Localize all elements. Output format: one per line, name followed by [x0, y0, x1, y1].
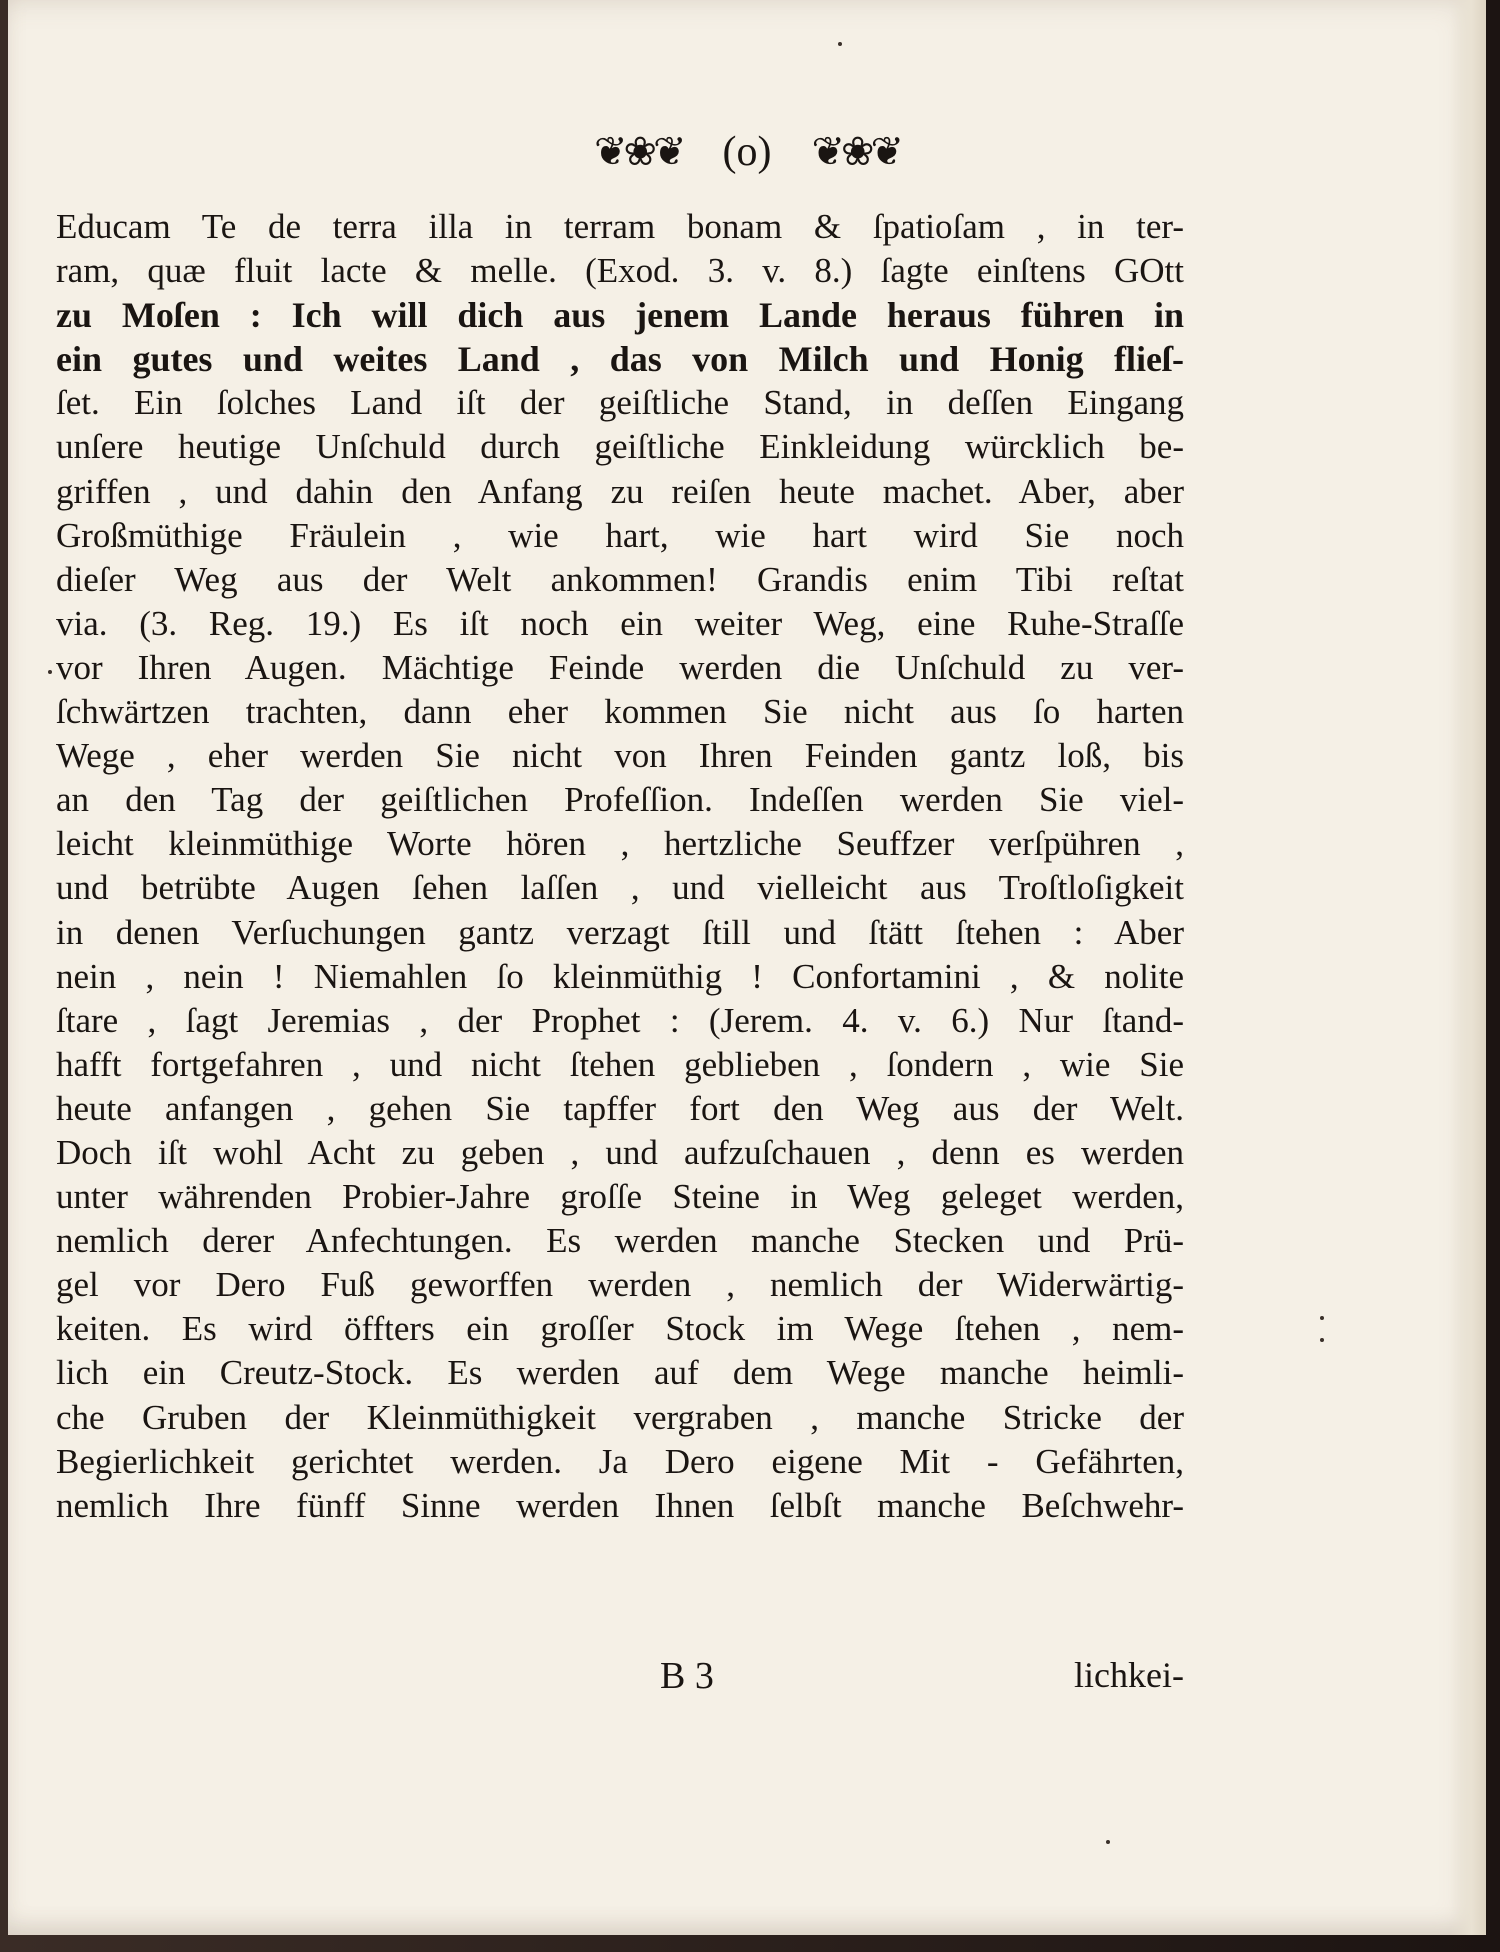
page-edge-shadow — [1450, 0, 1486, 1935]
text-line: ſchwärtzen trachten, dann eher kommen Sie nicht aus ſo harten — [56, 692, 1184, 732]
right-ornament-icon: ❦❀❦ — [811, 129, 901, 175]
left-ornament-icon: ❦❀❦ — [593, 129, 683, 175]
text-line: nemlich Ihre fünff Sinne werden Ihnen ſelbſt manche Beſchwehr- — [56, 1485, 1184, 1525]
book-page — [8, 0, 1486, 1935]
text-line: nein , nein ! Niemahlen ſo kleinmüthig ! Confortamini , & nolite — [56, 956, 1184, 996]
ink-speck — [48, 670, 52, 674]
text-line: leicht kleinmüthige Worte hören , hertzliche Seuffzer verſpühren , — [56, 824, 1184, 864]
page-footer — [56, 1654, 1184, 1704]
text-line: Großmüthige Fräulein , wie hart, wie hart wird Sie noch — [56, 515, 1184, 555]
ink-speck — [838, 42, 842, 46]
text-line: hafft fortgefahren , und nicht ſtehen geblieben , ſondern , wie Sie — [56, 1044, 1184, 1084]
text-line: zu Moſen : Ich will dich aus jenem Lande heraus führen in — [56, 295, 1184, 336]
text-line: und betrübte Augen ſehen laſſen , und vielleicht aus Troſtloſigkeit — [56, 868, 1184, 908]
catchword: lichkei- — [1074, 1655, 1184, 1695]
text-line: lich ein Creutz-Stock. Es werden auf dem Wege manche heimli- — [56, 1353, 1184, 1393]
text-line: vor Ihren Augen. Mächtige Feinde werden die Unſchuld zu ver- — [56, 647, 1184, 687]
text-line: nemlich derer Anfechtungen. Es werden manche Stecken und Prü- — [56, 1221, 1184, 1261]
text-line: keiten. Es wird öffters ein groſſer Stock im Wege ſtehen , nem- — [56, 1309, 1184, 1349]
text-line: ram, quæ fluit lacte & melle. (Exod. 3. v. 8.) ſagte einſtens GOtt — [56, 251, 1184, 291]
text-line: ſet. Ein ſolches Land iſt der geiſtliche Stand, in deſſen Eingang — [56, 383, 1184, 423]
text-line: griffen , und dahin den Anfang zu reiſen heute machet. Aber, aber — [56, 471, 1184, 511]
body-text — [56, 205, 1184, 1528]
text-line: heute anfangen , gehen Sie tapffer fort den Weg aus der Welt. — [56, 1088, 1184, 1128]
text-line: Wege , eher werden Sie nicht von Ihren Feinden gantz loß, bis — [56, 736, 1184, 776]
text-line: che Gruben der Kleinmüthigkeit vergraben , manche Stricke der — [56, 1397, 1184, 1437]
text-line: Begierlichkeit gerichtet werden. Ja Dero eigene Mit - Gefährten, — [56, 1441, 1184, 1481]
text-line: in denen Verſuchungen gantz verzagt ſtill und ſtätt ſtehen : Aber — [56, 912, 1184, 952]
text-line: ein gutes und weites Land , das von Milch und Honig flieſ- — [56, 339, 1184, 380]
text-line: ſtare , ſagt Jeremias , der Prophet : (Jerem. 4. v. 6.) Nur ſtand- — [56, 1000, 1184, 1040]
text-line: unſere heutige Unſchuld durch geiſtliche Einkleidung würcklich be- — [56, 427, 1184, 467]
page-header — [8, 128, 1486, 176]
text-line: Doch iſt wohl Acht zu geben , und aufzuſchauen , denn es werden — [56, 1132, 1184, 1172]
text-line: dieſer Weg aus der Welt ankommen! Grandis enim Tibi reſtat — [56, 559, 1184, 599]
text-line: unter währenden Probier-Jahre groſſe Steine in Weg geleget werden, — [56, 1177, 1184, 1217]
ink-speck — [1320, 1338, 1324, 1342]
ink-speck — [1106, 1840, 1110, 1844]
text-line: Educam Te de terra illa in terram bonam & ſpatioſam , in ter- — [56, 207, 1184, 246]
text-line: via. (3. Reg. 19.) Es iſt noch ein weiter Weg, eine Ruhe-Straſſe — [56, 603, 1184, 643]
text-line: gel vor Dero Fuß geworffen werden , nemlich der Widerwärtig- — [56, 1265, 1184, 1305]
signature-mark: B 3 — [660, 1655, 714, 1697]
page-number: (o) — [722, 129, 772, 175]
text-line: an den Tag der geiſtlichen Profeſſion. Indeſſen werden Sie viel- — [56, 780, 1184, 820]
ink-speck — [1320, 1316, 1324, 1320]
